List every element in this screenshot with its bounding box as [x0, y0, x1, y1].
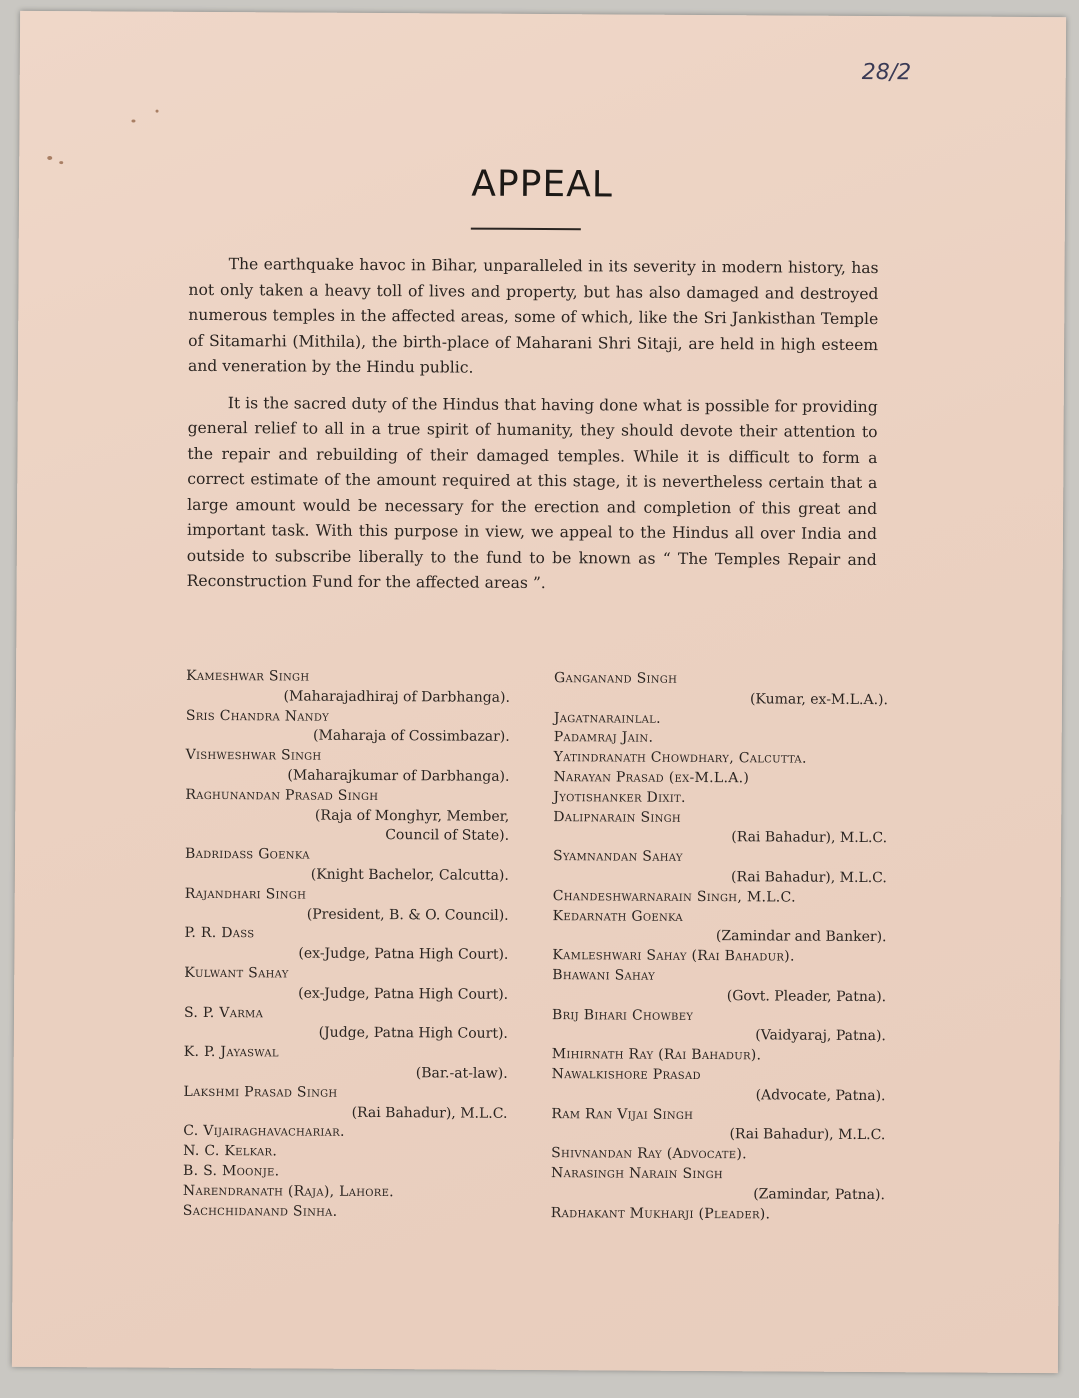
signatory-entry [185, 746, 515, 788]
signatory-title: (Maharajkumar of Darbhanga). [287, 767, 510, 785]
signatory-title: (Rai Bahadur), M.L.C. [730, 869, 887, 887]
signatory-title: (Govt. Pleader, Patna). [726, 987, 887, 1005]
signatory-entry [553, 768, 893, 790]
signatory-title: (Knight Bachelor, Calcutta). [310, 866, 509, 884]
signatory-name: Sachchidanand Sinha. [182, 1202, 338, 1220]
signatory-entry [553, 788, 893, 810]
signatory-name: Sris Chandra Nandy [185, 707, 330, 725]
signatory-title-continued: Council of State). [385, 827, 510, 845]
paragraph: The earthquake havoc in Bihar, unparalleled in its severity in modern history, has not only taken a heavy toll of lives and property, but has also damaged and destroyed numerous temples in the affected areas, some of which, like the Sri Jankisthan Temple of Sitamarhi (Mithila), the birth-place of Maharani Shri Sitaji, are held in high esteem and veneration by the Hindu public. [187, 255, 879, 377]
signatory-title: (Rai Bahadur), M.L.C. [731, 829, 888, 847]
signatory-title: (Bar.-at-law). [415, 1065, 508, 1082]
document-page [12, 11, 1066, 1373]
signatory-entry [554, 669, 894, 711]
signatory-name: Narendranath (Raja), Lahore. [182, 1182, 395, 1200]
signatory-name: Raghunandan Prasad Singh [185, 786, 379, 804]
signatory-entry [552, 966, 892, 1008]
signatory-entry [552, 1045, 892, 1067]
signatory-name: C. Vijairaghavachariar. [183, 1123, 345, 1141]
signatory-name: Vishweshwar Singh [185, 747, 322, 764]
signatory-title: (Maharaja of Cossimbazar). [313, 728, 510, 746]
signatory-entry [553, 808, 893, 850]
signatory-name: S. P. Varma [183, 1004, 264, 1021]
signatory-entry [183, 1122, 513, 1144]
stain-mark [156, 110, 159, 113]
signatory-name: Kamleshwari Sahay (Rai Bahadur). [552, 947, 795, 965]
signatory-entry [185, 786, 515, 847]
signatory-name: B. S. Moonje. [183, 1162, 280, 1180]
page-title: APPEAL [471, 163, 613, 206]
signatory-name: Ganganand Singh [554, 670, 678, 687]
handwritten-annotation: 28/2 [861, 59, 912, 86]
signatory-entry [183, 1162, 513, 1184]
signatory-entry [184, 964, 514, 1006]
signatory-name: Narasingh Narain Singh [551, 1165, 724, 1183]
signatory-entry [183, 1201, 513, 1223]
signatory-title: (ex-Judge, Patna High Court). [298, 985, 509, 1003]
signatory-entry [554, 709, 894, 731]
signatory-name: Bhawani Sahay [552, 967, 656, 984]
signatory-entry [551, 1144, 891, 1166]
title-underline [471, 228, 581, 231]
signatory-title: (Zamindar, Patna). [753, 1186, 885, 1203]
signatory-name: Radhakant Mukharji (Pleader). [550, 1204, 771, 1222]
signatory-entry [553, 887, 893, 909]
signatory-title: (Advocate, Patna). [755, 1087, 886, 1104]
stain-mark [47, 156, 52, 160]
signatory-name: Brij Bihari Chowbey [551, 1006, 694, 1024]
signatory-title: (Vaidyaraj, Patna). [755, 1027, 886, 1045]
signatory-name: Nawalkishore Prasad [551, 1066, 701, 1083]
signatory-entry [184, 1043, 514, 1085]
signatory-name: Yatindranath Chowdhary, Calcutta. [553, 749, 807, 767]
signatories-right-column [551, 669, 894, 1225]
signatory-name: Jyotishanker Dixit. [553, 788, 686, 806]
signatories-left-column [183, 667, 516, 1223]
signatory-name: Kulwant Sahay [184, 964, 289, 982]
signatory-name: Dalipnarain Singh [553, 808, 682, 826]
signatory-entry [183, 1083, 513, 1125]
signatory-title: (President, B. & O. Council). [306, 906, 509, 924]
signatory-entry [551, 1204, 891, 1226]
signatory-name: Kedarnath Goenka [552, 907, 683, 925]
signatory-entry [184, 1003, 514, 1045]
signatory-name: Mihirnath Ray (Rai Bahadur). [551, 1046, 762, 1064]
signatory-title: (Judge, Patna High Court). [318, 1025, 508, 1043]
signatory-entry [551, 1065, 891, 1107]
signatory-entry [551, 1105, 891, 1147]
signatory-entry [186, 667, 516, 709]
signatory-entry [552, 946, 892, 968]
signatory-title: (Zamindar and Banker). [715, 928, 887, 946]
paragraph: It is the sacred duty of the Hindus that having done what is possible for providing general relief to all in a true spirit of humanity, they should devote their attention to the repair and rebuilding of their damaged temples. While it is difficult to form a correct estimate of the amount required at this stage, it is nevertheless certain that a large amount would be necessary for the erection and completion of this great and important task. With this purpose in view, we appeal to the Hindus all over India and outside to subscribe liberally to the fund to be known as “ The Temples Repair and Reconstruction Fund for the affected areas ”. [186, 393, 878, 593]
signatory-name: Kameshwar Singh [186, 667, 310, 685]
signatory-entry [552, 1006, 892, 1048]
signatory-entry [183, 1182, 513, 1204]
signatory-name: Narayan Prasad (ex-M.L.A.) [553, 769, 750, 787]
signatory-title: (Rai Bahadur), M.L.C. [351, 1104, 508, 1122]
signatory-entry [551, 1164, 891, 1206]
signatory-entry [184, 924, 514, 966]
signatory-name: Lakshmi Prasad Singh [183, 1083, 338, 1101]
signatory-name: Badridass Goenka [184, 846, 310, 863]
signatory-entry [185, 845, 515, 887]
signatory-title: (Maharajadhiraj of Darbhanga). [283, 688, 511, 706]
signatory-entry [553, 847, 893, 889]
signatory-entry [554, 728, 894, 750]
signatory-entry [183, 1142, 513, 1164]
signatory-entry [554, 748, 894, 770]
signatory-name: Padamraj Jain. [553, 729, 654, 747]
signatory-name: Chandeshwarnarain Singh, M.L.C. [552, 887, 796, 906]
signatory-name: Shivnandan Ray (Advocate). [551, 1145, 747, 1163]
signatory-title: (Raja of Monghyr, Member, [314, 807, 510, 825]
signatory-entry [186, 706, 516, 748]
signatory-name: Syamnandan Sahay [552, 848, 683, 866]
signatory-title: (ex-Judge, Patna High Court). [298, 945, 509, 963]
signatory-title: (Kumar, ex-M.L.A.). [749, 691, 889, 708]
signatory-entry [552, 907, 892, 949]
signatory-name: N. C. Kelkar. [183, 1142, 278, 1160]
signatory-name: Ram Ran Vijai Singh [551, 1105, 694, 1123]
signatory-name: K. P. Jayaswal [183, 1043, 279, 1061]
signatory-entry [185, 885, 515, 927]
signatory-name: Jagatnarainlal. [553, 709, 661, 727]
signatory-name: Rajandhari Singh [184, 885, 307, 903]
appeal-body [187, 252, 879, 610]
signatory-name: P. R. Dass [184, 925, 255, 942]
stain-mark [131, 119, 135, 122]
signatory-title: (Rai Bahadur), M.L.C. [729, 1126, 886, 1144]
